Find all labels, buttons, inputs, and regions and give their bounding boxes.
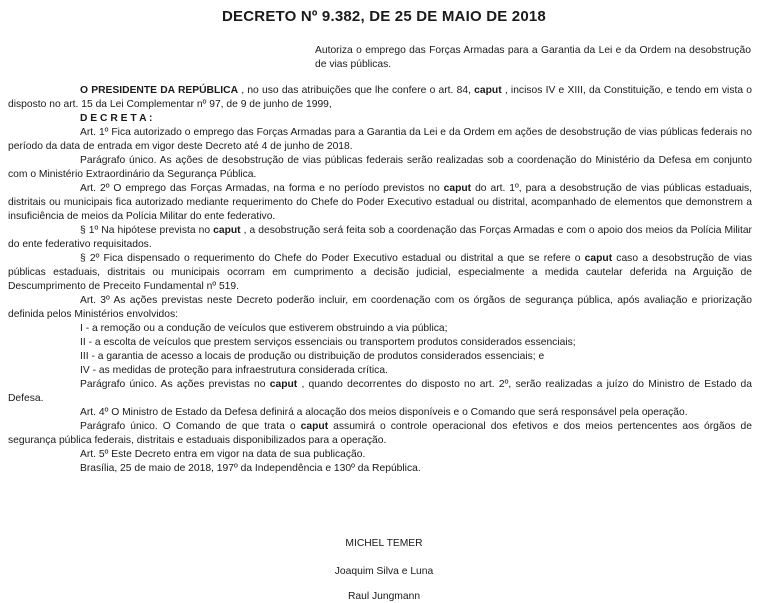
art-2-p2-text-b: caso a desobstrução de vias públicas estaduais, distritais ou municipais ocorram em cumprimento a decisão judicial, especialmente a medida cautelar deferida na Arguição de Descumprimento de Preceito Fundamental nº 519. — [8, 253, 752, 292]
art-3: Art. 3º As ações previstas neste Decreto poderão incluir, em coordenação com os órgãos de segurança pública, após avaliação e priorização definida pelos Ministérios envolvidos: — [8, 295, 752, 320]
preamble-text-1: , no uso das atribuições que lhe confere o art. 84, — [238, 85, 475, 96]
art-3-pu-text-a: Parágrafo único. As ações previstas no — [80, 379, 270, 390]
art-3-inciso-3: III - a garantia de acesso a locais de produção ou distribuição de produtos considerados essenciais; e — [80, 351, 545, 362]
art-2-p1-text-a: § 1º Na hipótese prevista no — [80, 225, 214, 236]
decree-body — [8, 84, 753, 476]
signature-minister-security: Raul Jungmann — [347, 591, 421, 602]
art-3-pu-text-b: , quando decorrentes do disposto no art. 2º, serão realizadas a juízo do Ministro de Estado da Defesa. — [8, 379, 753, 404]
art-2-caput: caput — [443, 183, 472, 194]
art-4-pu-caput: caput — [300, 421, 329, 432]
art-2-p1-caput: caput — [213, 225, 241, 236]
art-2-text-a: Art. 2º O emprego das Forças Armadas, na forma e no período previstos no — [80, 183, 444, 194]
art-2-p1-text-b: , a desobstrução será feita sob a coordenação das Forças Armadas e com o apoio dos meios da Polícia Militar do ente federativo requisitados. — [8, 225, 752, 250]
art-3-sole-paragraph — [8, 378, 752, 406]
art-2-p2-text-a: § 2º Fica dispensado o requerimento do Chefe do Poder Executivo estadual ou distrital a que se refere o — [80, 253, 585, 264]
art-3-inciso-4: IV - as medidas de proteção para infraestrutura considerada crítica. — [80, 365, 388, 376]
decreta-label: D E C R E T A : — [80, 113, 153, 124]
preamble-text-2: , incisos IV e XIII, da Constituição, e tendo em vista o disposto no art. 15 da Lei Complementar nº 97, de 9 de junho de 1999, — [8, 85, 753, 110]
signature-minister-defense: Joaquim Silva e Luna — [334, 566, 434, 577]
decreta-heading — [80, 112, 752, 126]
art-2-paragraph-2 — [8, 252, 752, 294]
place-and-date: Brasília, 25 de maio de 2018, 197º da Independência e 130º da República. — [80, 463, 421, 474]
art-2-paragraph-1 — [8, 224, 752, 252]
art-3-pu-caput: caput — [269, 379, 298, 390]
art-3-inciso-2: II - a escolta de veículos que prestem serviços essenciais ou transportem produtos considerados essenciais; — [80, 337, 576, 348]
art-2-text-b: do art. 1º, para a desobstrução de vias públicas estaduais, distritais ou municipais fica autorizado mediante requerimento do Chefe do Poder Executivo estadual ou distrital, acompanhado de elementos que demonstrem a insuficiência de meios da Polícia Militar do ente federativo. — [8, 183, 752, 222]
art-2 — [8, 182, 752, 224]
art-4: Art. 4º O Ministro de Estado da Defesa definirá a alocação dos meios disponíveis e o Comando que será responsável pela operação. — [80, 407, 688, 418]
preamble-lead: O PRESIDENTE DA REPÚBLICA — [80, 85, 239, 96]
art-1: Art. 1º Fica autorizado o emprego das Forças Armadas para a Garantia da Lei e da Ordem em ações de desobstrução de vias públicas federais no período da data de entrada em vigor deste Decreto até 4 de junho de 2018. — [8, 127, 752, 152]
art-4-pu-text-a: Parágrafo único. O Comando de que trata o — [80, 421, 301, 432]
decree-summary: Autoriza o emprego das Forças Armadas para a Garantia da Lei e da Ordem na desobstrução de vias públicas. — [315, 45, 751, 70]
art-3-inciso-1: I - a remoção ou a condução de veículos que estiverem obstruindo a via pública; — [80, 323, 448, 334]
art-5: Art. 5º Este Decreto entra em vigor na data de sua publicação. — [80, 449, 366, 460]
signature-president: MICHEL TEMER — [345, 538, 423, 549]
preamble — [8, 84, 752, 112]
decree-title: DECRETO Nº 9.382, DE 25 DE MAIO DE 2018 — [222, 8, 546, 25]
art-4-pu-text-b: assumirá o controle operacional dos efetivos e dos meios pertencentes aos órgãos de segurança pública federais, distritais e estaduais disponibilizados para a operação. — [8, 421, 753, 446]
art-4-sole-paragraph — [8, 420, 752, 448]
preamble-caput: caput — [474, 85, 502, 96]
art-2-p2-caput: caput — [584, 253, 613, 264]
art-1-sole-paragraph: Parágrafo único. As ações de desobstrução de vias públicas federais serão realizadas sob a coordenação do Ministério da Defesa em conjunto com o Ministério Extraordinário da Segurança Pública. — [8, 155, 752, 180]
